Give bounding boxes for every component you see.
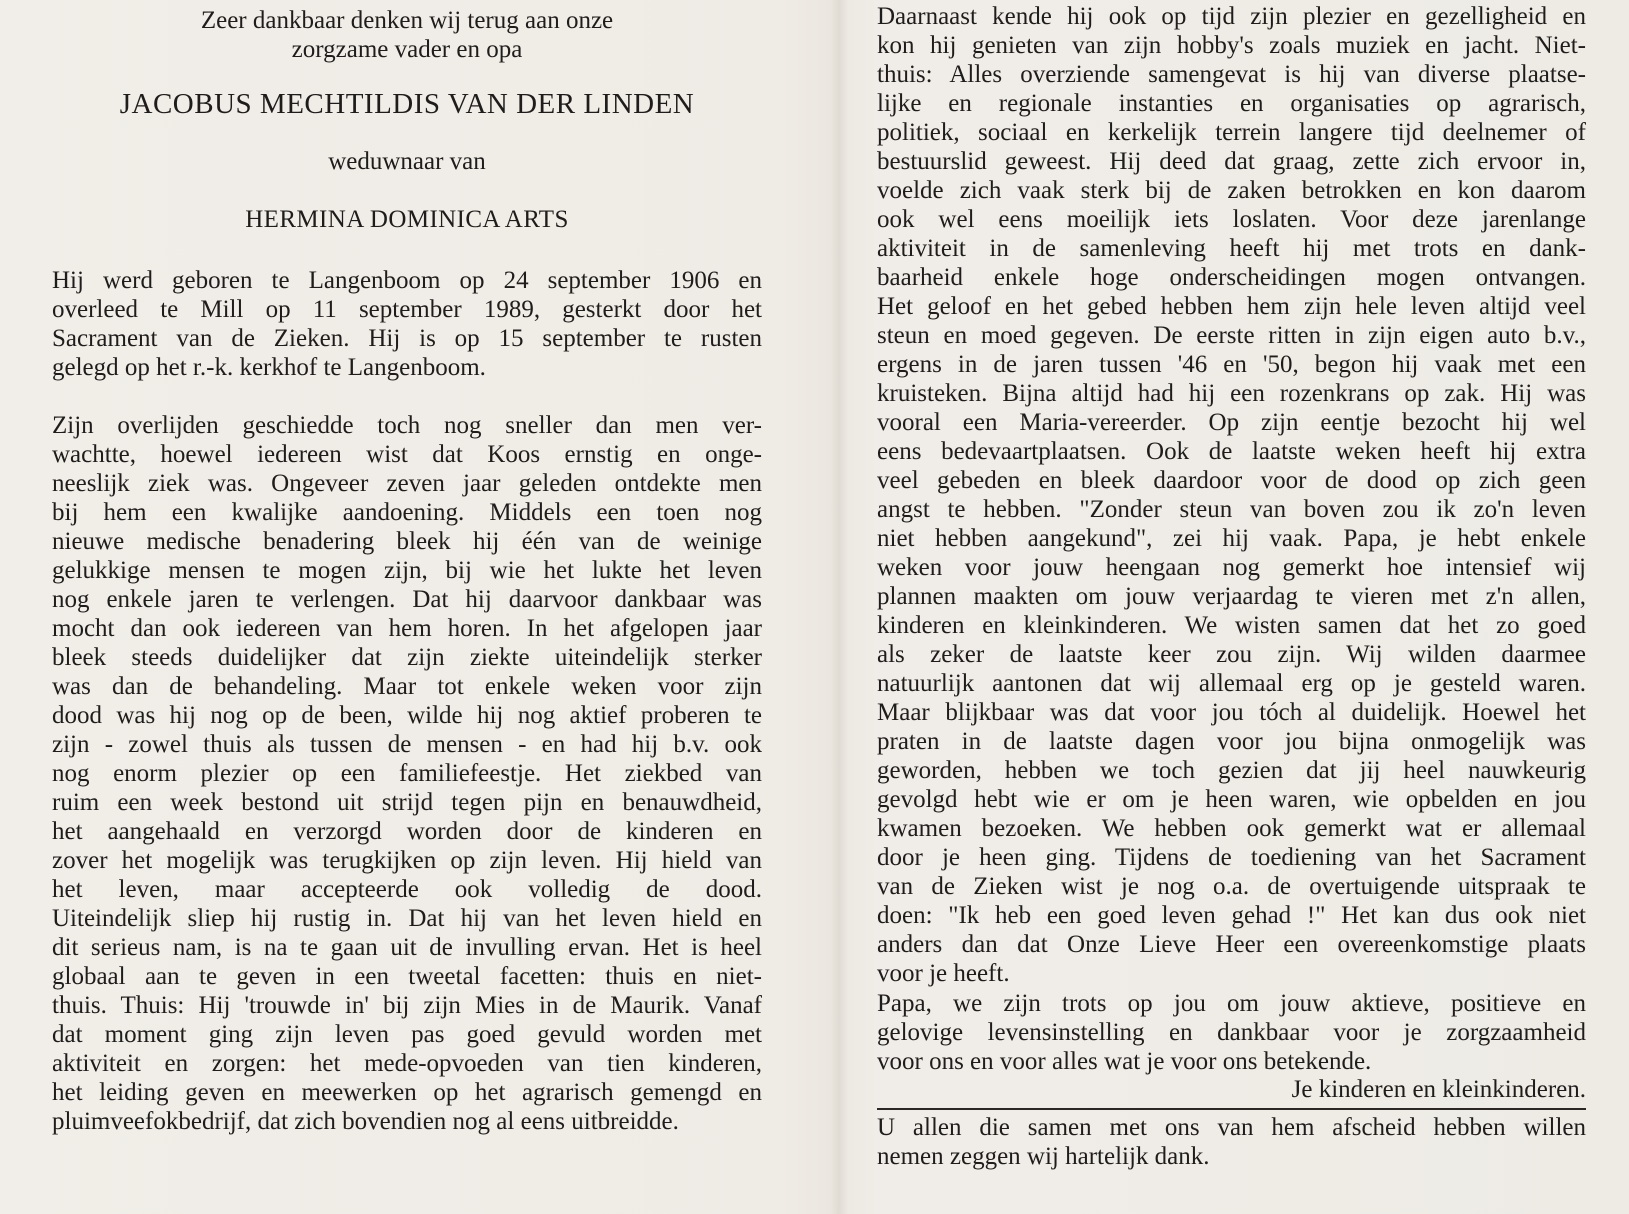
text-line: kruisteken. Bijna altijd had hij een rozenkrans op zak. Hij was <box>877 380 1586 407</box>
life-story-paragraph <box>52 411 762 1136</box>
text-line: anders dan dat Onze Lieve Heer een overeenkomstige plaats <box>877 931 1586 958</box>
text-line: het aangehaald en verzorgd worden door de kinderen en <box>52 818 762 845</box>
text-line: dit serieus nam, is na te gaan uit de invulling ervan. Het is heel <box>52 934 762 961</box>
text-line: bij hem een kwalijke aandoening. Middels een toen nog <box>52 499 762 526</box>
intro-text <box>52 6 762 64</box>
widower-of-label: weduwnaar van <box>328 148 486 175</box>
text-line: natuurlijk aantonen dat wij allemaal erg op je gesteld waren. <box>877 670 1586 697</box>
text-line: nemen zeggen wij hartelijk dank. <box>877 1143 1210 1170</box>
text-line: kon hij genieten van zijn hobby's zoals muziek en jacht. Niet- <box>877 32 1586 59</box>
signature: Je kinderen en kleinkinderen. <box>1291 1076 1586 1103</box>
text-line: voor ons en voor alles wat je voor ons betekende. <box>877 1048 1372 1075</box>
text-line: veel gebeden en bleek daardoor voor de dood op zich geen <box>877 467 1586 494</box>
text-line: neeslijk ziek was. Ongeveer zeven jaar geleden ontdekte men <box>52 470 762 497</box>
text-line: Maar blijkbaar was dat voor jou tóch al duidelijk. Hoewel het <box>877 699 1586 726</box>
text-line: doen: "Ik heb een goed leven gehad !" Het kan dus ook niet <box>877 902 1586 929</box>
text-line: lijke en regionale instanties en organisaties op agrarisch, <box>877 90 1586 117</box>
text-line: kinderen en kleinkinderen. We wisten samen dat het zo goed <box>877 612 1586 639</box>
closing-paragraph <box>877 989 1586 1076</box>
text-line: kwamen bezoeken. We hebben ook gemerkt wat er allemaal <box>877 815 1586 842</box>
text-line: ook wel eens moeilijk iets loslaten. Voor deze jarenlange <box>877 206 1586 233</box>
text-line: gelovige levensinstelling en dankbaar voor je zorgzaamheid <box>877 1019 1586 1046</box>
text-line: bleek steeds duidelijker dat zijn ziekte uiteindelijk sterker <box>52 644 762 671</box>
text-line: zijn - zowel thuis als tussen de mensen - en had hij b.v. ook <box>52 731 762 758</box>
text-line: pluimveefokbedrijf, dat zich bovendien nog al eens uitbreidde. <box>52 1108 679 1135</box>
text-line: voor je heeft. <box>877 960 1010 987</box>
text-line: het leven, maar accepteerde ook volledig de dood. <box>52 876 762 903</box>
intro-line: zorgzame vader en opa <box>291 36 523 63</box>
text-line: Uiteindelijk sliep hij rustig in. Dat hij van het leven hield en <box>52 905 762 932</box>
deceased-name: JACOBUS MECHTILDIS VAN DER LINDEN <box>119 88 695 120</box>
text-line: eens bedevaartplaatsen. Ook de laatste weken heeft hij extra <box>877 438 1586 465</box>
divider <box>877 1108 1586 1110</box>
text-line: Zijn overlijden geschiedde toch nog sneller dan men ver- <box>52 412 762 439</box>
text-line: weken voor jouw heengaan nog gemerkt hoe intensief wij <box>877 554 1586 581</box>
text-line: aktiviteit en zorgen: het mede-opvoeden van tien kinderen, <box>52 1050 762 1077</box>
text-line: als zeker de laatste keer zou zijn. Wij wilden daarmee <box>877 641 1586 668</box>
text-line: mocht dan ook iedereen van hem horen. In het afgelopen jaar <box>52 615 762 642</box>
text-line: gevolgd hebt wie er om je heen waren, wie opbelden en jou <box>877 786 1586 813</box>
text-line: dood was hij nog op de been, wilde hij nog aktief proberen te <box>52 702 762 729</box>
text-line: Papa, we zijn trots op jou om jouw aktieve, positieve en <box>877 990 1586 1017</box>
text-line: van de Zieken wist je nog o.a. de overtuigende uitspraak te <box>877 873 1586 900</box>
text-line: Hij werd geboren te Langenboom op 24 september 1906 en <box>52 267 762 294</box>
text-line: niet hebben aangekund", zei hij vaak. Papa, je hebt enkele <box>877 525 1586 552</box>
text-line: Daarnaast kende hij ook op tijd zijn plezier en gezelligheid en <box>877 3 1586 30</box>
text-line: thuis. Thuis: Hij 'trouwde in' bij zijn Mies in de Maurik. Vanaf <box>52 992 762 1019</box>
text-line: baarheid enkele hoge onderscheidingen mogen ontvangen. <box>877 264 1586 291</box>
text-line: bestuurslid geweest. Hij deed dat graag, zette zich ervoor in, <box>877 148 1586 175</box>
text-line: praten in de laatste dagen voor jou bijna onmogelijk was <box>877 728 1586 755</box>
text-line: U allen die samen met ons van hem afscheid hebben willen <box>877 1114 1586 1141</box>
faith-paragraph <box>877 2 1586 988</box>
text-line: overleed te Mill op 11 september 1989, gesterkt door het <box>52 296 762 323</box>
thanks-paragraph <box>877 1113 1586 1171</box>
intro-line: Zeer dankbaar denken wij terug aan onze <box>200 7 614 34</box>
text-line: gelegd op het r.-k. kerkhof te Langenboom. <box>52 354 486 381</box>
card-fold <box>830 0 848 1214</box>
text-line: ergens in de jaren tussen '46 en '50, begon hij vaak met een <box>877 351 1586 378</box>
text-line: nog enkele jaren te verlengen. Dat hij daarvoor dankbaar was <box>52 586 762 613</box>
text-line: ruim een week bestond uit strijd tegen pijn en benauwdheid, <box>52 789 762 816</box>
text-line: nieuwe medische benadering bleek hij één van de weinige <box>52 528 762 555</box>
text-line: wachtte, hoewel iedereen wist dat Koos ernstig en onge- <box>52 441 762 468</box>
text-line: angst te hebben. "Zonder steun van boven zou ik zo'n leven <box>877 496 1586 523</box>
text-line: Het geloof en het gebed hebben hem zijn hele leven altijd veel <box>877 293 1586 320</box>
text-line: thuis: Alles overziende samengevat is hij van diverse plaatse- <box>877 61 1586 88</box>
text-line: politiek, sociaal en kerkelijk terrein langere tijd deelnemer of <box>877 119 1586 146</box>
text-line: voelde zich vaak sterk bij de zaken betrokken en kon daarom <box>877 177 1586 204</box>
text-line: door je heen ging. Tijdens de toediening van het Sacrament <box>877 844 1586 871</box>
text-line: was dan de behandeling. Maar tot enkele weken voor zijn <box>52 673 762 700</box>
spouse-name: HERMINA DOMINICA ARTS <box>245 206 569 233</box>
text-line: geworden, hebben we toch gezien dat jij heel nauwkeurig <box>877 757 1586 784</box>
text-line: plannen maakten om jouw verjaardag te vieren met z'n allen, <box>877 583 1586 610</box>
text-line: vooral een Maria-vereerder. Op zijn eentje bezocht hij wel <box>877 409 1586 436</box>
text-line: nog enorm plezier op een familiefeestje. Het ziekbed van <box>52 760 762 787</box>
text-line: zover het mogelijk was terugkijken op zijn leven. Hij hield van <box>52 847 762 874</box>
text-line: Sacrament van de Zieken. Hij is op 15 september te rusten <box>52 325 762 352</box>
text-line: steun en moed gegeven. De eerste ritten in zijn eigen auto b.v., <box>877 322 1586 349</box>
text-line: globaal aan te geven in een tweetal facetten: thuis en niet- <box>52 963 762 990</box>
text-line: het leiding geven en meewerken op het agrarisch gemengd en <box>52 1079 762 1106</box>
birth-death-paragraph <box>52 266 762 382</box>
text-line: aktiviteit in de samenleving heeft hij met trots en dank- <box>877 235 1586 262</box>
text-line: gelukkige mensen te mogen zijn, bij wie het lukte het leven <box>52 557 762 584</box>
text-line: dat moment ging zijn leven pas goed gevuld worden met <box>52 1021 762 1048</box>
